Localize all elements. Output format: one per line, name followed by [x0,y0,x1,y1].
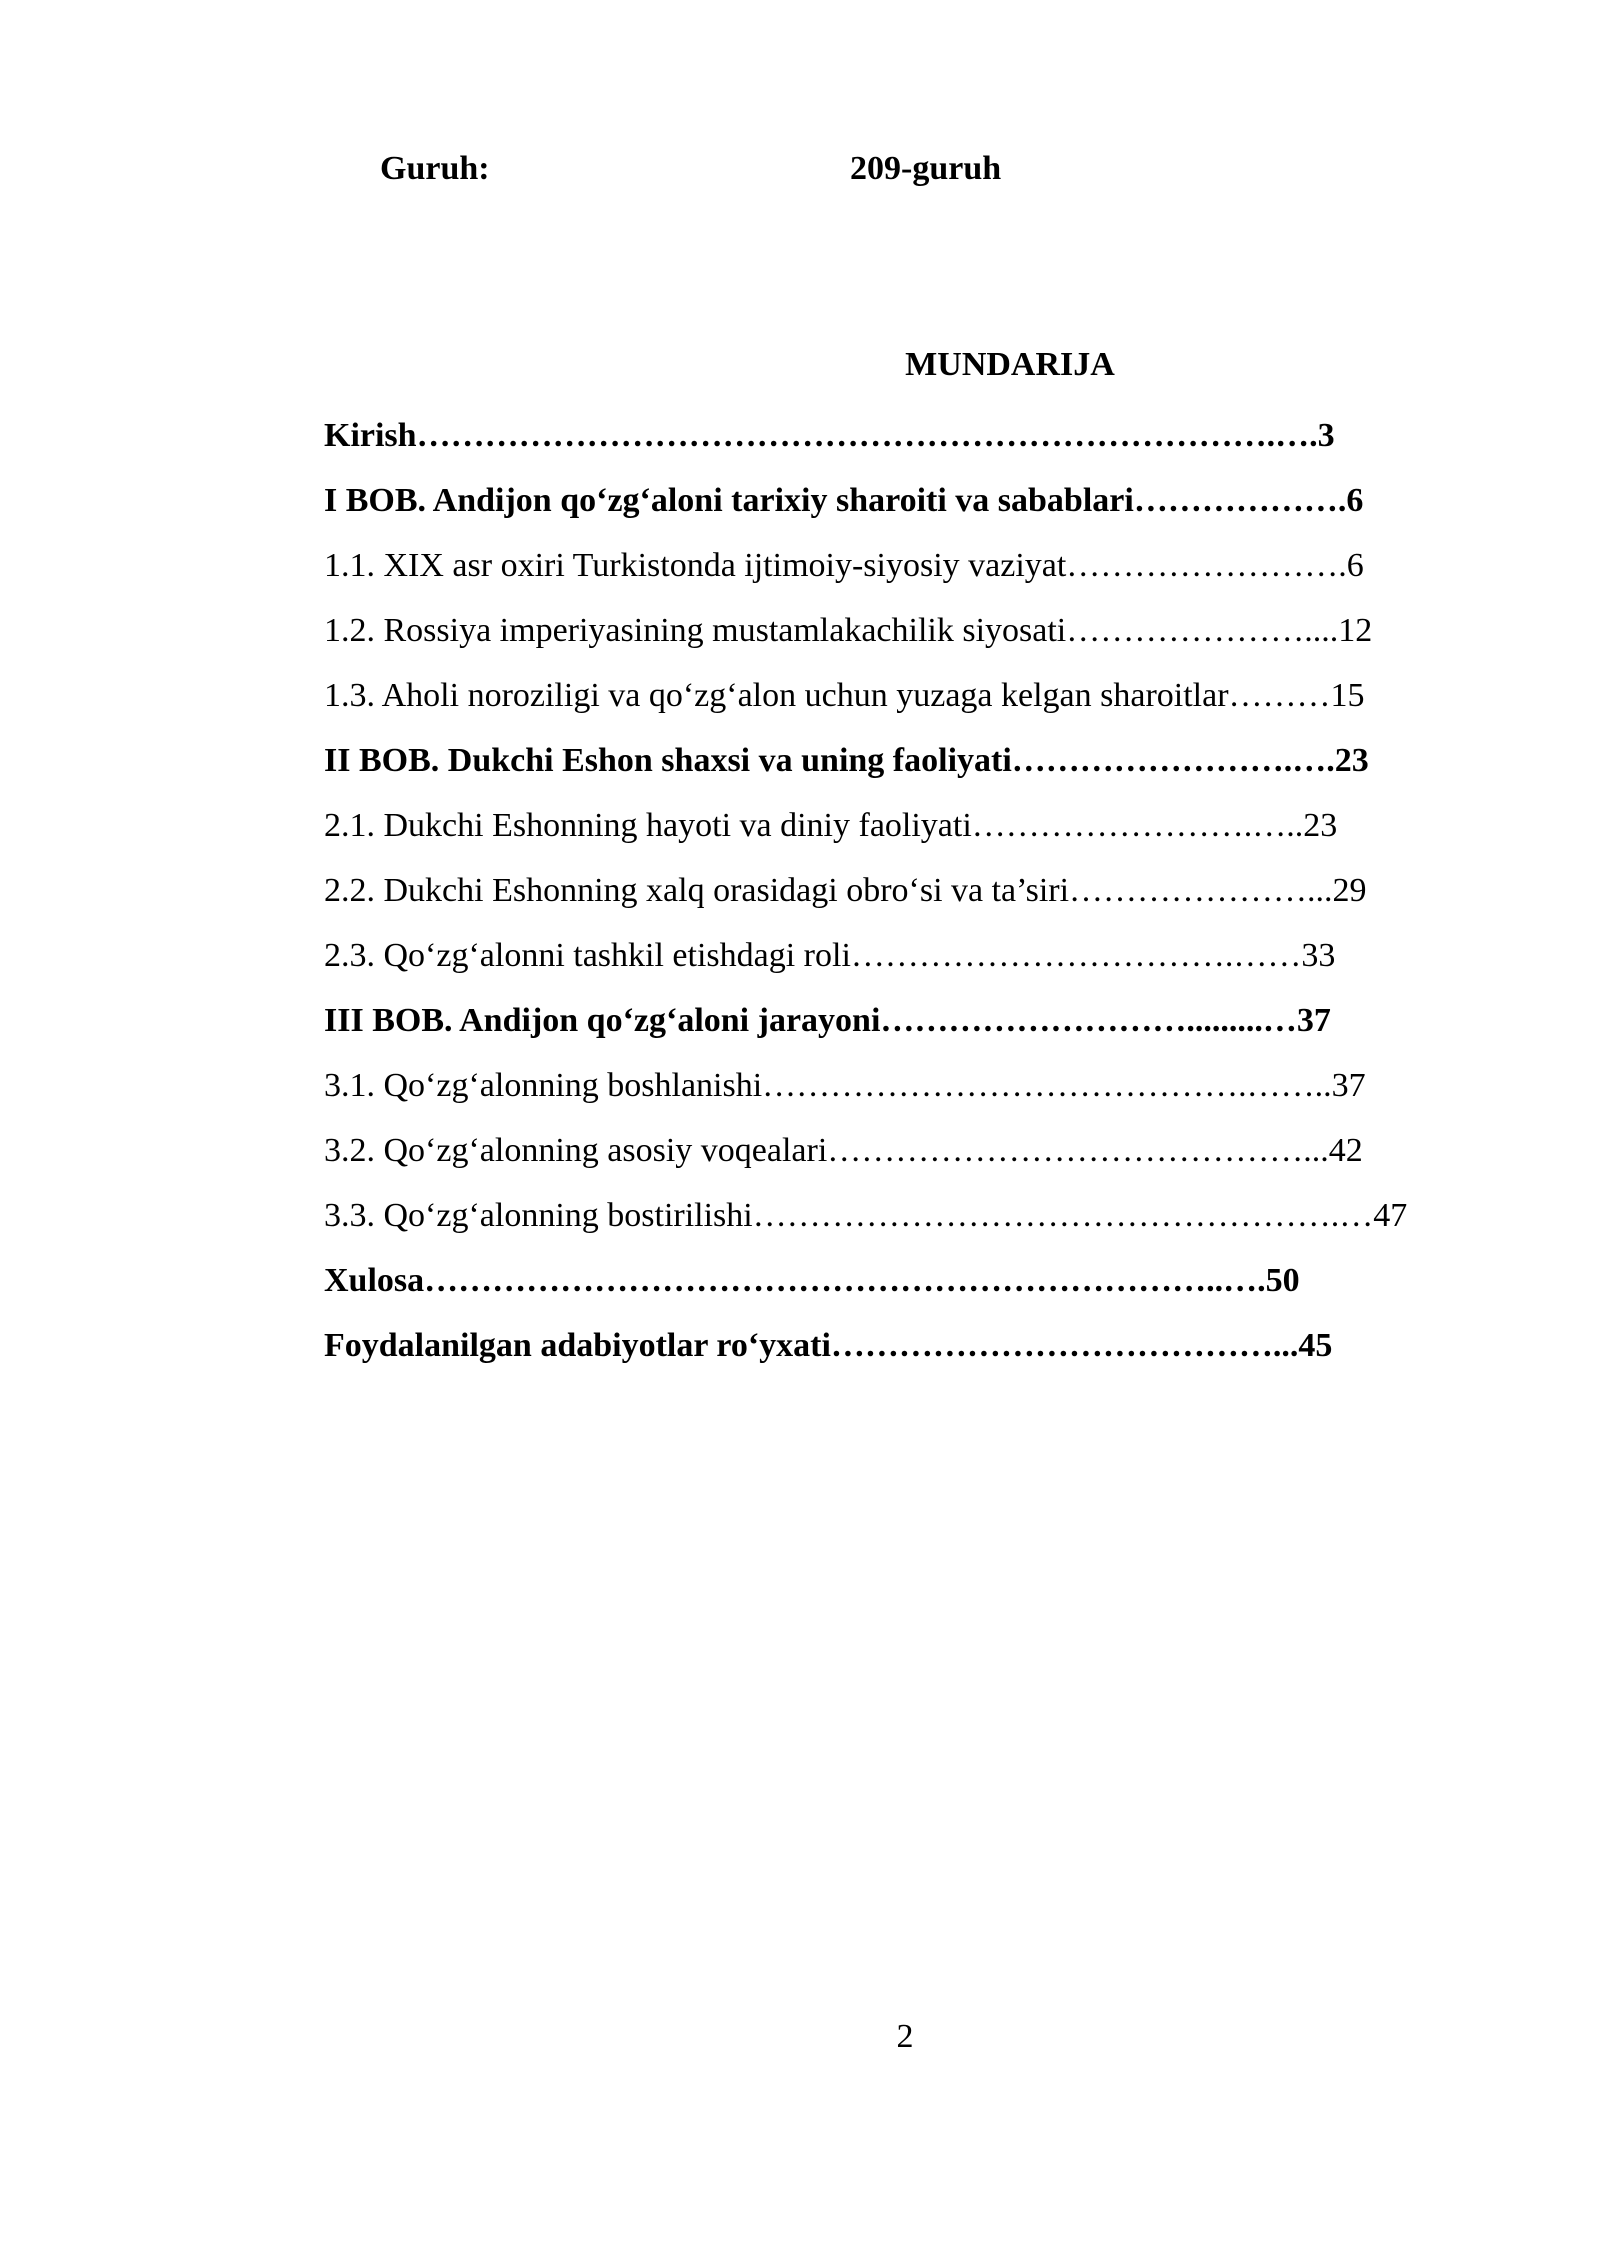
group-header [0,150,1600,200]
toc-entry-3-1[interactable]: 3.1. Qo‘zg‘alonning boshlanishi…………………………………….……..37 [324,1067,1366,1104]
toc-entry-conclusion[interactable]: Xulosa……………………………………………………………..….50 [324,1262,1300,1299]
toc-entry-2-2[interactable]: 2.2. Dukchi Eshonning xalq orasidagi obro‘si va ta’siri…………………...29 [324,872,1367,909]
toc-entry-chapter-3[interactable]: III BOB. Andijon qo‘zg‘aloni jarayoni……………………….........…37 [324,1002,1331,1039]
page-number: 2 [896,2018,914,2055]
toc-entry-bibliography[interactable]: Foydalanilgan adabiyotlar ro‘yxati…………………………………...45 [324,1327,1333,1364]
toc-heading [0,346,1600,384]
toc-entry-1-1[interactable]: 1.1. XIX asr oxiri Turkistonda ijtimoiy-siyosiy vaziyat…………………….6 [324,547,1364,584]
toc-entry-chapter-1[interactable]: I BOB. Andijon qo‘zg‘aloni tarixiy sharoiti va sabablari……………….6 [324,482,1364,519]
toc-entry-chapter-2[interactable]: II BOB. Dukchi Eshon shaxsi va uning faoliyati…………………….….23 [324,742,1369,779]
table-of-contents [324,412,1484,1387]
group-value: 209-guruh [850,150,1002,187]
toc-entry-introduction[interactable]: Kirish………………………………………………………………….….3 [324,417,1335,454]
toc-entry-2-3[interactable]: 2.3. Qo‘zg‘alonni tashkil etishdagi roli…………………………….……33 [324,937,1336,974]
toc-entry-2-1[interactable]: 2.1. Dukchi Eshonning hayoti va diniy faoliyati…………………….…..23 [324,807,1338,844]
group-label: Guruh: [380,150,490,187]
toc-title: MUNDARIJA [905,346,1115,383]
toc-entry-3-3[interactable]: 3.3. Qo‘zg‘alonning bostirilishi…………………………………………….…47 [324,1197,1408,1234]
toc-entry-3-2[interactable]: 3.2. Qo‘zg‘alonning asosiy voqealari……………………………………...42 [324,1132,1363,1169]
toc-entry-1-2[interactable]: 1.2. Rossiya imperiyasining mustamlakachilik siyosati…………………....12 [324,612,1373,649]
toc-entry-1-3[interactable]: 1.3. Aholi noroziligi va qo‘zg‘alon uchun yuzaga kelgan sharoitlar………15 [324,677,1365,714]
